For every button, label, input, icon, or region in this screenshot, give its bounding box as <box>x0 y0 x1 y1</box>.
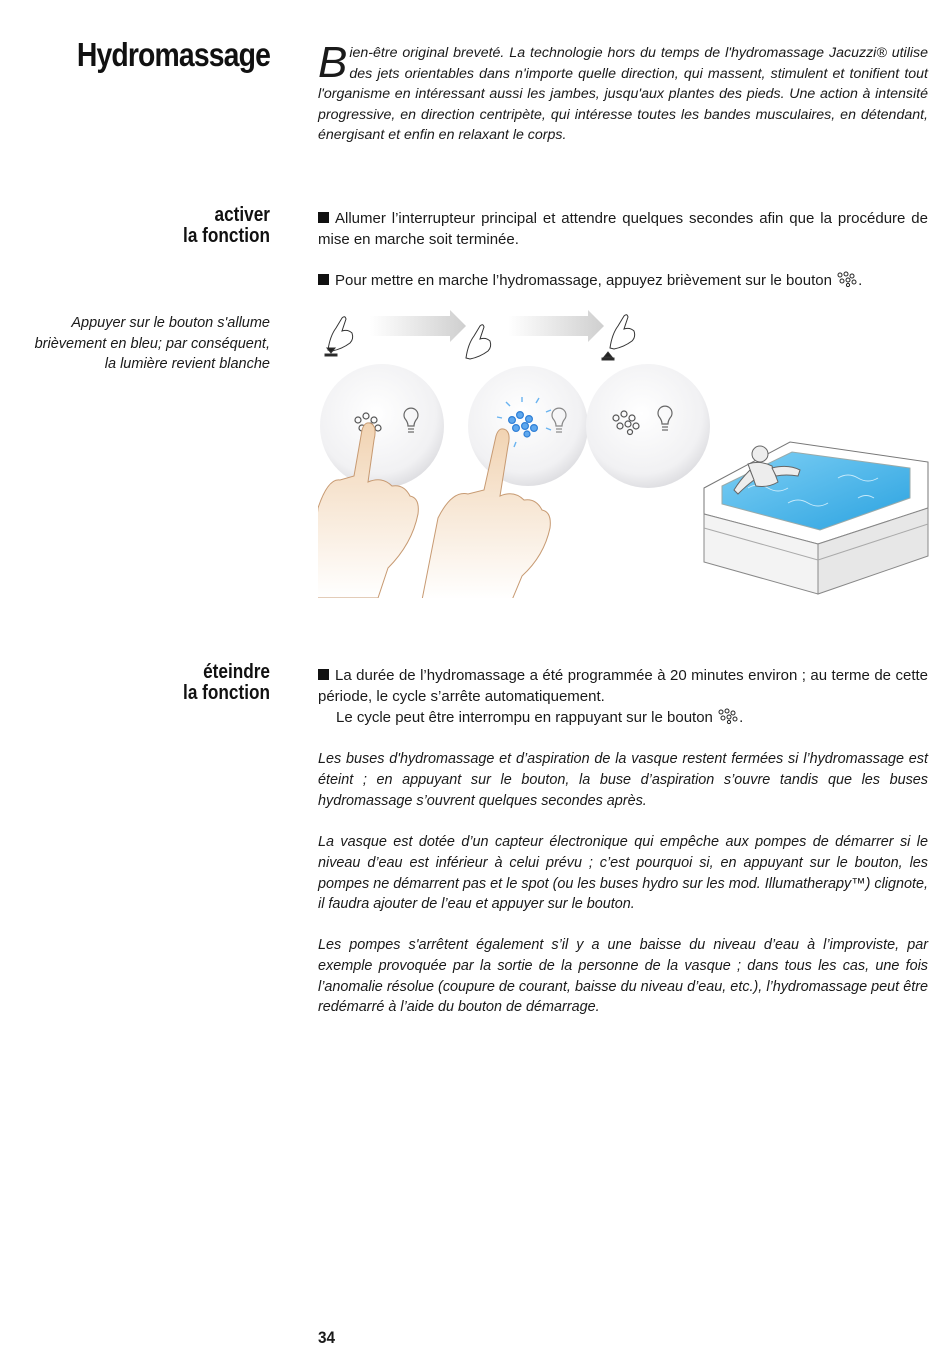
heading-line: éteindre <box>203 661 270 683</box>
line-text-end: . <box>739 709 744 726</box>
page-number: 34 <box>318 1328 336 1347</box>
intro-dropcap: B <box>318 38 348 87</box>
side-note-activate: Appuyer sur le bouton s'allume brièvement en bleu; par conséquent, la lumière revient blanche <box>34 315 270 372</box>
bullet-text: Pour mettre en marche l’hydromassage, appuyez brièvement sur le bouton <box>335 272 837 289</box>
bullet-text-end: . <box>858 272 863 289</box>
deactivate-bullet-1 <box>318 665 928 707</box>
control-button-released <box>586 364 710 488</box>
heading-line: activer <box>214 204 270 226</box>
intro-paragraph <box>318 38 928 146</box>
deactivate-note-3: Les pompes s'arrêtent également s’il y a une baisse du niveau d’eau à l’improviste, par exemple provoquée par la sortie de la personne de la vasque ; dans tous les cas, une fois l’anomalie résolue (coupure de courant, baisse du niveau d’eau, etc.), l’hydromassage peut être redémarré à l’aide du bouton de démarrage. <box>318 937 928 1016</box>
line-text: Le cycle peut être interrompu en rappuyant sur le bouton <box>336 709 718 726</box>
right-arrow-icon <box>370 310 466 342</box>
intro-text: ien-être original breveté. La technologie hors du temps de l'hydromassage Jacuzzi® utilise des jets orientables dans n'importe quelle direction, qui massent, stimulent et tonifient tout l'organisme en intéressant aussi les jambes, jusqu'aux plantes des pieds. Une action à intensité progressive, en direction centripète, qui intéresse toutes les bandes musculaires, en détendant, énergisant et enfin en relaxant le corps. <box>318 45 928 144</box>
square-bullet-icon <box>318 669 329 680</box>
bathtub-illustration <box>704 442 928 594</box>
deactivate-note-1: Les buses d'hydromassage et d’aspiration de la vasque restent fermées si l’hydromassage est éteint ; en appuyant sur le bouton, la buse d’aspiration s’ouvre tandis que les buses hydromassage s’ouvrent quelques secondes après. <box>318 751 928 809</box>
section-heading-activate <box>89 205 270 247</box>
square-bullet-icon <box>318 212 329 223</box>
heading-line: la fonction <box>183 682 270 704</box>
control-button-active <box>468 366 588 486</box>
jets-button-icon <box>836 271 858 287</box>
control-button-off <box>320 364 444 488</box>
activate-bullet-1 <box>318 208 928 250</box>
activate-bullet-2 <box>318 270 928 291</box>
pointing-hand-icon <box>466 325 491 359</box>
jets-button-icon <box>717 708 739 724</box>
pointing-hand-icon <box>602 315 635 360</box>
square-bullet-icon <box>318 274 329 285</box>
heading-line: la fonction <box>183 225 270 247</box>
pointing-hand-icon <box>325 317 353 356</box>
deactivate-line-2 <box>318 707 928 728</box>
bullet-text: Allumer l’interrupteur principal et attendre quelques secondes afin que la procédure de mise en marche soit terminée. <box>318 210 928 248</box>
bullet-text: La durée de l’hydromassage a été programmée à 20 minutes environ ; au terme de cette période, le cycle s’arrête automatiquement. <box>318 667 928 705</box>
section-heading-deactivate <box>89 662 270 704</box>
page-title: Hydromassage <box>76 36 270 73</box>
right-arrow-icon <box>508 310 604 342</box>
deactivate-note-2: La vasque est dotée d’un capteur électronique qui empêche aux pompes de démarrer si le niveau d’eau est inférieur à celui prévu ; c’est pourquoi si, en appuyant sur le bouton, les pompes ne démarrent pas et le spot (ou les buses hydro sur les mod. Illumatherapy™) clignote, il faudra ajouter de l’eau et appuyer sur le bouton. <box>318 834 928 913</box>
illustration-button-sequence <box>318 308 930 598</box>
